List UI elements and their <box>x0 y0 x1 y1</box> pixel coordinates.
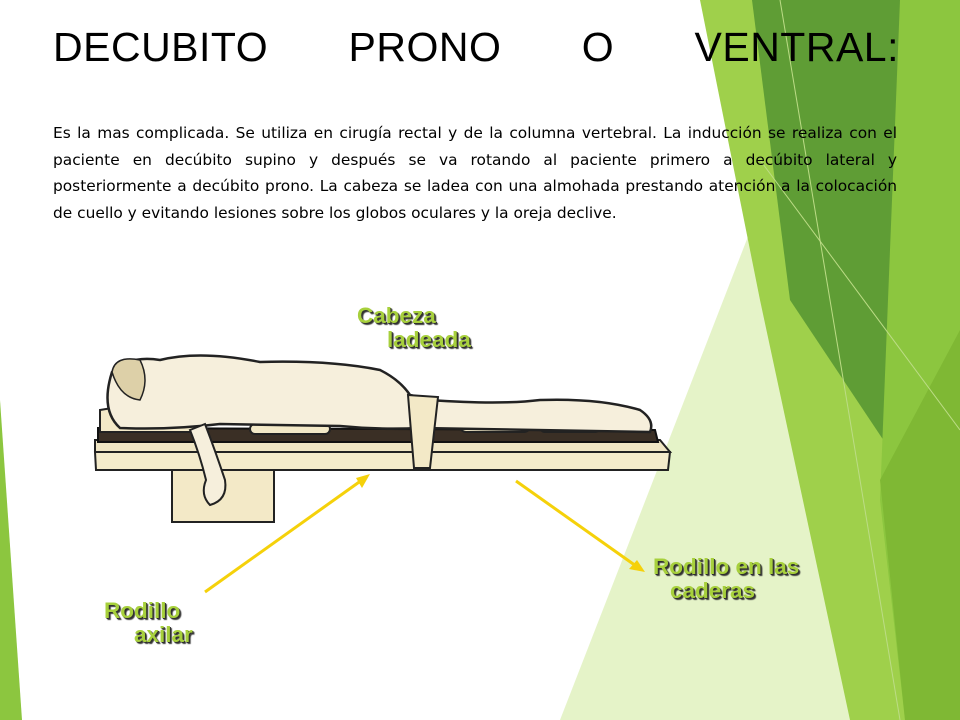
table-front <box>95 452 670 470</box>
label-head-line2: ladeada <box>387 327 471 352</box>
label-axillary-line1: Rodillo <box>104 598 181 623</box>
label-axillary-roll <box>104 599 193 647</box>
label-head-line1: Cabeza <box>357 303 436 328</box>
label-head-tilted <box>357 304 471 352</box>
label-hip-roll <box>653 555 799 603</box>
label-hip-line2: caderas <box>670 578 756 603</box>
label-axillary-line2: axilar <box>134 622 193 647</box>
label-hip-line1: Rodillo en las <box>653 554 800 579</box>
slide-title: DECUBITO PRONO O VENTRAL: <box>53 24 899 70</box>
body-paragraph: Es la mas complicada. Se utiliza en cirugía rectal y de la columna vertebral. La inducción se realiza con el paciente en decúbito supino y después se va rotando al paciente primero a decúbito lateral y posteriormente a decúbito prono. La cabeza se ladea con una almohada prestando atención a la colocación de cuello y evitando lesiones sobre los globos oculares y la oreja declive. <box>53 124 897 222</box>
patient-body <box>108 355 652 432</box>
arrow-hips <box>516 481 645 572</box>
